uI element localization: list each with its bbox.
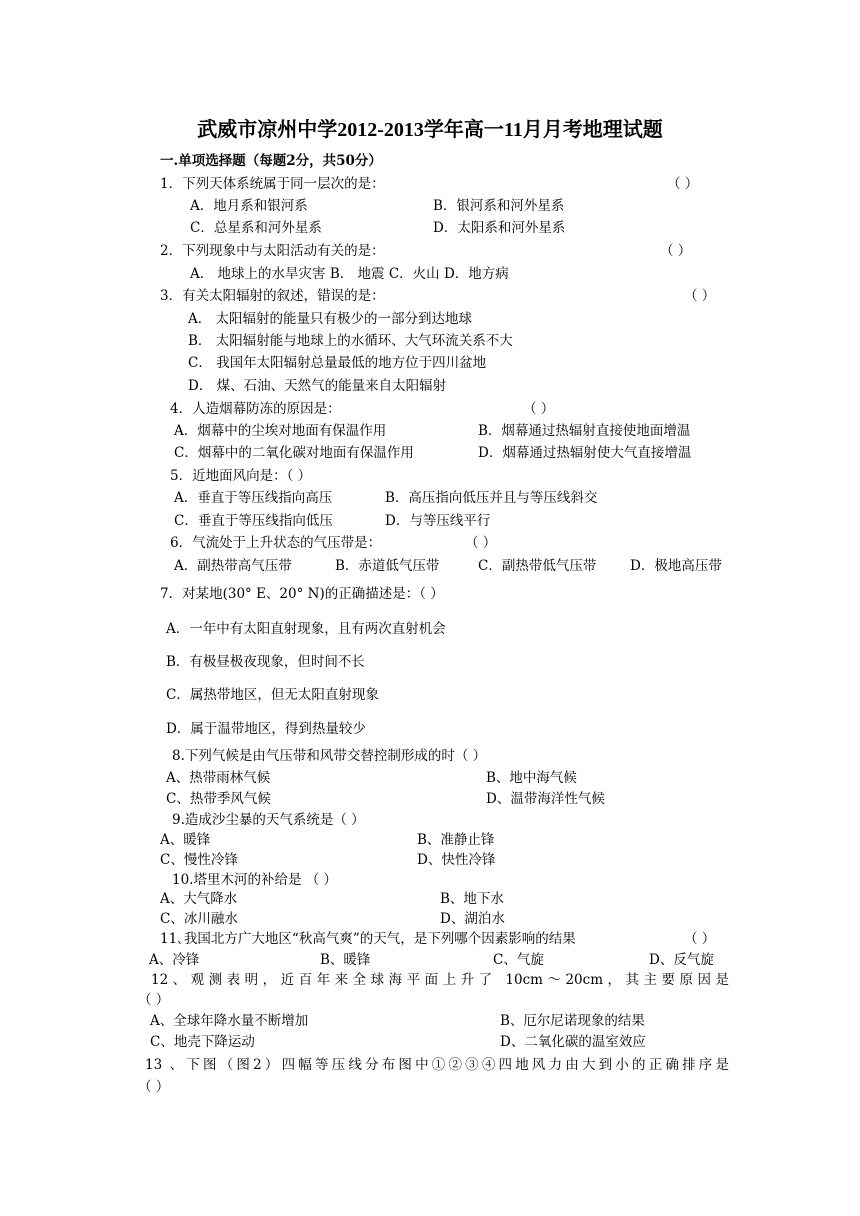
q7-stem: 7．对某地(30° E、20° N)的正确描述是：（ ） — [160, 586, 444, 602]
q12-option-d: D、二氧化碳的温室效应 — [500, 1034, 646, 1050]
q5-stem: 5．近地面风向是：（ ） — [170, 468, 312, 484]
q4-option-c: C．烟幕中的二氧化碳对地面有保温作用 — [174, 445, 414, 461]
q12-option-a: A、全球年降水量不断增加 — [150, 1013, 309, 1029]
q8-option-b: B、地中海气候 — [486, 770, 577, 786]
q7-option-d: D．属于温带地区，得到热量较少 — [166, 721, 366, 737]
q5-option-a: A．垂直于等压线指向高压 — [174, 490, 333, 506]
q4-option-b: B．烟幕通过热辐射直接使地面增温 — [478, 423, 691, 439]
q9-option-a: A、暖锋 — [160, 832, 211, 848]
q6-option-a: A．副热带高气压带 — [174, 558, 292, 574]
q8-option-a: A、热带雨林气候 — [166, 770, 271, 786]
q12-stem: 12、观测表明，近百年来全球海平面上升了 10cm～20cm，其主要原因是 — [151, 972, 729, 988]
q10-stem: 10.塔里木河的补给是 （ ） — [172, 872, 338, 888]
q11-answer-paren: （ ） — [684, 931, 716, 947]
q5-option-c: C．垂直于等压线指向低压 — [174, 513, 333, 529]
q10-option-b: B、地下水 — [440, 891, 504, 907]
q10-option-c: C、冰川融水 — [160, 911, 238, 927]
q11-option-a: A、冷锋 — [149, 952, 200, 968]
q4-answer-paren: （ ） — [523, 401, 555, 417]
q11-option-d: D、反气旋 — [649, 952, 714, 968]
q11-option-c: C、气旋 — [493, 952, 544, 968]
q8-option-d: D、温带海洋性气候 — [486, 791, 605, 807]
q11-stem: 11､我国北方广大地区“秋高气爽”的天气，是下列哪个因素影响的结果 — [160, 931, 576, 947]
q2-stem: 2．下列现象中与太阳活动有关的是： — [160, 243, 385, 259]
q9-option-b: B、准静止锋 — [417, 832, 495, 848]
q9-stem: 9.造成沙尘暴的天气系统是（ ） — [172, 812, 365, 828]
q6-stem: 6．气流处于上升状态的气压带是： — [170, 535, 382, 551]
q1-option-d: D．太阳系和河外星系 — [433, 220, 566, 236]
q6-answer-paren: （ ） — [465, 535, 497, 551]
q6-option-b: B．赤道低气压带 — [335, 558, 440, 574]
q6-option-c: C．副热带低气压带 — [478, 558, 597, 574]
q1-option-a: A．地月系和银河系 — [190, 198, 308, 214]
exam-title: 武威市凉州中学2012-2013学年高一11月月考地理试题 — [197, 119, 663, 141]
q1-answer-paren: （ ） — [667, 176, 699, 192]
q3-option-c: C． 我国年太阳辐射总量最低的地方位于四川盆地 — [188, 355, 487, 371]
q1-stem: 1．下列天体系统属于同一层次的是： — [160, 176, 385, 192]
q10-option-d: D、湖泊水 — [440, 911, 505, 927]
q3-option-b: B． 太阳辐射能与地球上的水循环、大气环流关系不大 — [188, 333, 513, 349]
q4-stem: 4．人造烟幕防冻的原因是： — [170, 401, 341, 417]
q9-option-d: D、快性冷锋 — [417, 852, 496, 868]
q3-stem: 3．有关太阳辐射的叙述，错误的是： — [160, 288, 385, 304]
q7-option-b: B．有极昼极夜现象，但时间不长 — [166, 654, 365, 670]
q10-option-a: A、大气降水 — [160, 891, 238, 907]
q13-stem: 13 、下图（图2）四幅等压线分布图中①②③④四地风力由大到小的正确排序是 — [145, 1057, 729, 1073]
q11-option-b: B、暖锋 — [320, 952, 371, 968]
q3-option-a: A． 太阳辐射的能量只有极少的一部分到达地球 — [188, 311, 473, 327]
q4-option-d: D．烟幕通过热辐射使大气直接增温 — [478, 445, 692, 461]
q9-option-c: C、慢性冷锋 — [160, 852, 238, 868]
q5-option-b: B．高压指向低压并且与等压线斜交 — [385, 490, 598, 506]
q8-stem: 8.下列气候是由气压带和风带交替控制形成的时（ ） — [172, 748, 487, 764]
q8-option-c: C、热带季风气候 — [166, 791, 271, 807]
q2-answer-paren: （ ） — [660, 243, 692, 259]
q2-options: A． 地球上的水旱灾害 B． 地震 C．火山 D．地方病 — [190, 266, 509, 282]
q4-option-a: A．烟幕中的尘埃对地面有保温作用 — [174, 423, 387, 439]
q1-option-b: B．银河系和河外星系 — [433, 198, 565, 214]
q12-option-c: C、地壳下降运动 — [150, 1034, 255, 1050]
q13-answer-paren: （ ） — [138, 1079, 170, 1095]
q3-option-d: D． 煤、石油、天然气的能量来自太阳辐射 — [188, 378, 447, 394]
q5-option-d: D．与等压线平行 — [385, 513, 491, 529]
q1-option-c: C．总星系和河外星系 — [190, 220, 322, 236]
q7-option-a: A．一年中有太阳直射现象，且有两次直射机会 — [166, 621, 446, 637]
q3-answer-paren: （ ） — [684, 288, 716, 304]
q7-option-c: C．属热带地区，但无太阳直射现象 — [166, 687, 379, 703]
section-heading: 一.单项选择题（每题2分，共50分） — [160, 153, 382, 169]
q12-answer-paren: （ ） — [138, 992, 170, 1008]
q6-option-d: D．极地高压带 — [630, 558, 722, 574]
q12-option-b: B、厄尔尼诺现象的结果 — [500, 1013, 645, 1029]
